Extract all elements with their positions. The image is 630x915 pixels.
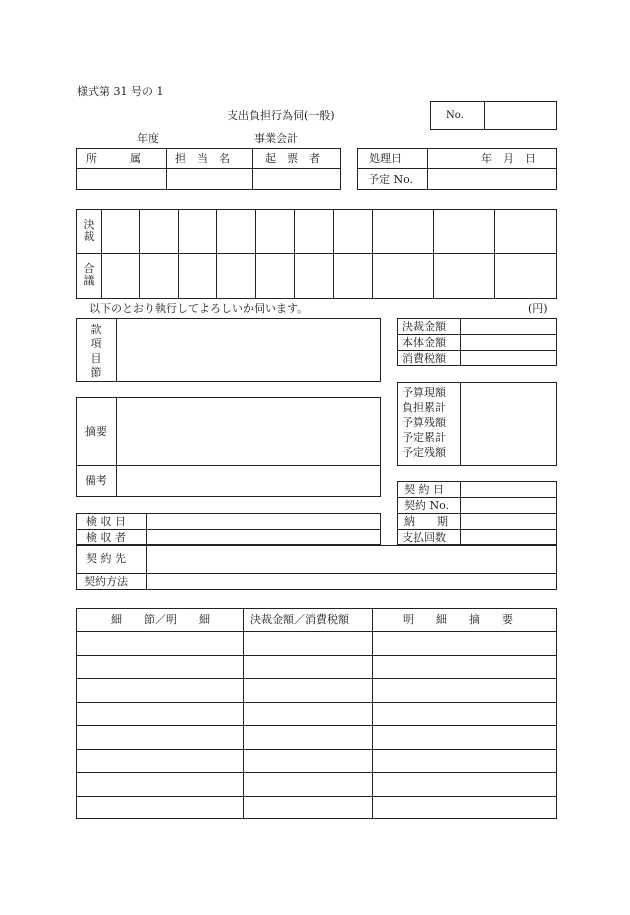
contractor-field[interactable] — [148, 547, 555, 571]
request-text: 以下のとおり執行してよろしいか伺います。 — [89, 302, 309, 315]
decision-amount-field[interactable] — [462, 320, 555, 333]
remarks-field[interactable] — [118, 467, 379, 495]
detail-amount-cell[interactable] — [245, 633, 370, 653]
delivery-field[interactable] — [462, 515, 555, 528]
processing-date-units: 年 月 日 — [481, 152, 536, 165]
decision-amount-label: 決裁金額 — [402, 320, 446, 333]
detail-amount-cell[interactable] — [245, 798, 370, 818]
detail-amount-cell[interactable] — [245, 680, 370, 700]
payment-count-field[interactable] — [462, 531, 555, 544]
inspector-field[interactable] — [148, 531, 379, 544]
consumption-tax-field[interactable] — [462, 352, 555, 365]
detail-subsection-cell[interactable] — [78, 774, 241, 794]
detail-amount-cell[interactable] — [245, 657, 370, 677]
form-title: 支出負担行為伺(一般) — [227, 109, 335, 122]
unit-label: (円) — [528, 302, 548, 315]
person-in-charge-field[interactable] — [168, 170, 250, 188]
summary-field[interactable] — [118, 399, 379, 463]
contract-date-field[interactable] — [462, 483, 555, 496]
inspector-label: 検 収 者 — [86, 531, 126, 544]
delivery-label: 納 期 — [404, 515, 448, 528]
base-amount-label: 本体金額 — [402, 336, 446, 349]
scheduled-remaining-label: 予定残額 — [402, 446, 446, 459]
budget-item-field[interactable] — [118, 320, 379, 380]
detail-subsection-cell[interactable] — [78, 633, 241, 653]
detail-header-subsection: 細 節／明 細 — [111, 613, 210, 626]
approval-grid — [76, 209, 557, 299]
detail-amount-cell[interactable] — [245, 727, 370, 747]
detail-summary-cell[interactable] — [374, 680, 555, 700]
detail-summary-cell[interactable] — [374, 798, 555, 818]
base-amount-field[interactable] — [462, 336, 555, 349]
detail-subsection-cell[interactable] — [78, 727, 241, 747]
detail-subsection-cell[interactable] — [78, 680, 241, 700]
consultation-char-1: 合 — [83, 262, 95, 275]
budget-item-char-3: 目 — [90, 351, 102, 365]
scheduled-no-field[interactable] — [429, 170, 555, 188]
detail-summary-cell[interactable] — [374, 704, 555, 724]
budget-current-label: 予算現額 — [402, 386, 446, 399]
detail-amount-cell[interactable] — [245, 704, 370, 724]
scheduled-no-label: 予定 No. — [368, 173, 414, 186]
detail-header-amount: 決裁金額／消費税額 — [250, 613, 349, 626]
affiliation-field[interactable] — [78, 170, 164, 188]
burden-total-label: 負担累計 — [402, 401, 446, 414]
detail-header-summary: 明 細 摘 要 — [403, 613, 513, 626]
inspection-date-field[interactable] — [148, 515, 379, 528]
consumption-tax-label: 消費税額 — [402, 352, 446, 365]
budget-item-char-2: 項 — [90, 337, 102, 351]
form-number: 様式第 31 号の 1 — [77, 85, 164, 98]
drafter-field[interactable] — [254, 170, 339, 188]
detail-amount-cell[interactable] — [245, 751, 370, 771]
decision-label — [82, 219, 96, 244]
detail-subsection-cell[interactable] — [78, 751, 241, 771]
contract-date-label: 契 約 日 — [404, 483, 444, 496]
contract-method-field[interactable] — [148, 575, 555, 588]
budget-item-char-4: 節 — [90, 365, 102, 379]
consultation-char-2: 議 — [83, 274, 95, 288]
document-number-field[interactable] — [486, 103, 554, 128]
no-label: No. — [446, 110, 464, 121]
fiscal-year-label: 年度 — [137, 132, 159, 145]
decision-char-2: 裁 — [83, 230, 95, 244]
remarks-label: 備考 — [85, 474, 107, 487]
budget-status-field[interactable] — [462, 384, 555, 464]
budget-item-char-1: 款 — [90, 323, 102, 336]
contractor-label: 契 約 先 — [86, 552, 126, 565]
decision-char-1: 決 — [83, 218, 95, 231]
detail-summary-cell[interactable] — [374, 727, 555, 747]
processing-date-label: 処理日 — [369, 152, 402, 165]
affiliation-label: 所 属 — [86, 152, 141, 165]
consultation-label — [82, 263, 96, 288]
payment-count-label: 支払回数 — [402, 531, 446, 544]
scheduled-total-label: 予定累計 — [402, 431, 446, 444]
detail-amount-cell[interactable] — [245, 774, 370, 794]
detail-subsection-cell[interactable] — [78, 657, 241, 677]
contract-no-label: 契約 No. — [404, 499, 450, 512]
contract-no-field[interactable] — [462, 499, 555, 512]
inspection-date-label: 検 収 日 — [86, 515, 126, 528]
person-in-charge-label: 担 当 名 — [175, 152, 230, 165]
drafter-label: 起 票 者 — [265, 152, 320, 165]
account-label: 事業会計 — [254, 132, 298, 145]
detail-subsection-cell[interactable] — [78, 704, 241, 724]
detail-summary-cell[interactable] — [374, 774, 555, 794]
contract-method-label: 契約方法 — [84, 575, 128, 588]
summary-label: 摘要 — [85, 425, 107, 438]
detail-summary-cell[interactable] — [374, 657, 555, 677]
budget-item-label — [88, 323, 104, 380]
detail-summary-cell[interactable] — [374, 751, 555, 771]
budget-remaining-label: 予算残額 — [402, 416, 446, 429]
detail-subsection-cell[interactable] — [78, 798, 241, 818]
detail-summary-cell[interactable] — [374, 633, 555, 653]
